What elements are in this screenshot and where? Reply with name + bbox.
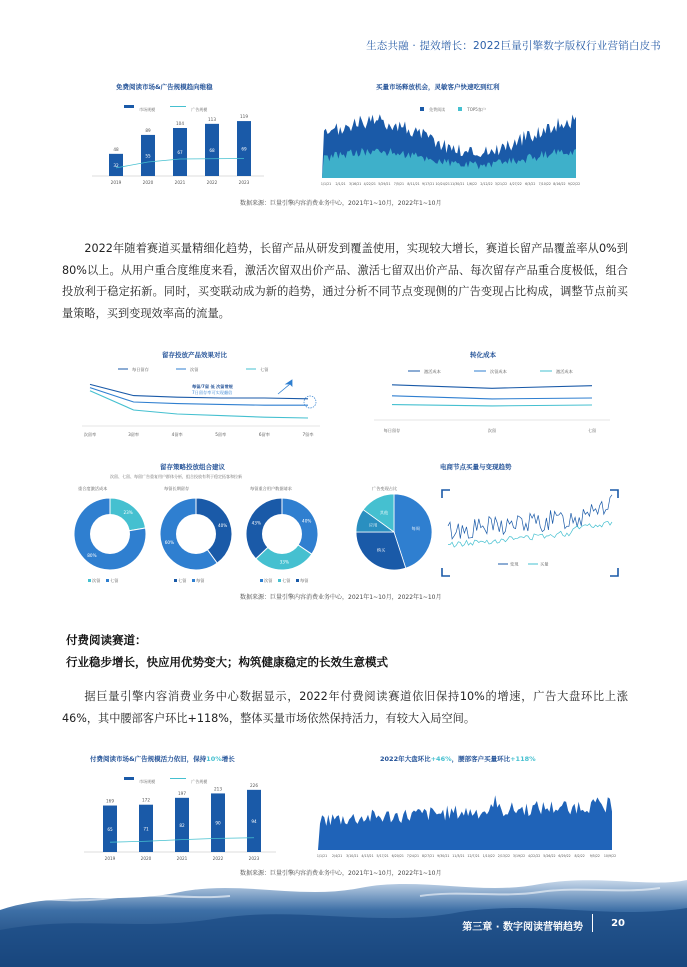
x-tick-label: 7/5/21 [393, 182, 405, 186]
donut-hole [262, 514, 302, 554]
frame-corner [610, 568, 618, 576]
legend-swatch [174, 579, 177, 582]
paragraph-2 [62, 686, 628, 729]
x-tick-label: 2020 [140, 856, 152, 861]
x-tick-label: 10/24/21 [435, 182, 450, 186]
x-tick-label: 7/10/22 [538, 182, 551, 186]
x-tick-label: 6/3/22 [525, 182, 536, 186]
area-series-1 [318, 795, 612, 850]
chart2-svg [320, 100, 581, 190]
donut-label: 每留长期留存 [164, 486, 190, 491]
legend-label: 次留 [92, 578, 101, 583]
x-tick-label: 6/29/22 [558, 854, 571, 858]
x-tick-label: 1/1/21 [320, 182, 332, 186]
x-tick-label: 5/26/22 [543, 854, 556, 858]
x-tick-label: 2/1/21 [335, 182, 346, 186]
page-header-title: 生态共融 · 提效增长：2022巨量引擎数字版权行业营销白皮书 [366, 40, 661, 52]
chart6-title: 电商节点买量与变现趋势 [440, 463, 512, 471]
section-title-1: 付费阅读赛道： [66, 633, 147, 647]
x-tick-label: 1/1/21 [316, 854, 328, 858]
donut-label: 每留重合用户数据请求 [250, 486, 292, 491]
chart7-title [90, 754, 235, 763]
x-tick-label: 8/11/21 [407, 182, 420, 186]
x-tick-label: 2021 [176, 856, 188, 861]
bar-value-label: 169 [106, 798, 114, 804]
legend-label: 次留 [264, 578, 273, 583]
series-line [392, 396, 592, 399]
series2-value-label: 65 [107, 826, 113, 832]
footer-chapter: 第三章 · 数字阅读营销趋势 [462, 922, 583, 933]
x-tick-label: 2/13/22 [497, 854, 511, 858]
footer-ocean-waves [0, 870, 687, 967]
x-tick-label: 次留率 [83, 432, 97, 437]
x-tick-label: 次留 [487, 428, 497, 433]
legend-label: 激活成本 [424, 369, 441, 374]
series2-value-label: 94 [251, 818, 257, 824]
chart8-title-highlight: +46% [430, 755, 452, 763]
series2-value-label: 67 [177, 150, 183, 155]
x-tick-label: 5/17/21 [376, 854, 389, 858]
series2-value-label: 32 [113, 162, 119, 168]
chart1-title: 免费阅读市场&广告规模趋向维稳 [116, 83, 213, 91]
highlight-circle [304, 396, 316, 408]
donut-value-label: 40% [217, 522, 228, 528]
series2-value-label: 69 [241, 146, 247, 152]
paragraph-text: 2022年随着赛道买量精细化趋势，长留产品从研发到覆盖使用，实现较大增长，赛道长留产品覆盖率从0%到80%以上。从用户重合度维度来看，激活次留双出价产品、激活七留双出价产品、每次留存产品重合度极低，组合投放利于稳定拓新。同时，买变联动成为新的趋势，通过分析不同节点变现侧的广告变现占比构成，调整节点前买量策略，买到变现效率高的流量。 [62, 242, 628, 320]
pie-value-label: 应用 [368, 522, 378, 528]
bar-value-label: 213 [214, 786, 222, 792]
frame-corner [442, 490, 450, 498]
chart5-subtitle: 次留、七留、每留广告重复用户群体分析，组合投放有利于稳定拓客和拉新 [110, 474, 242, 479]
chart7-title-text: 付费阅读市场&广告规模活力依旧，保持 [90, 755, 207, 763]
pie-value-label: 每周 [411, 526, 420, 532]
x-tick-label: 4/22/22 [528, 854, 541, 858]
x-tick-label: 2019 [104, 856, 116, 861]
series-line [392, 385, 592, 389]
legend-label: 广告规模 [191, 779, 208, 784]
chart8-title-text: 2022年大盘环比 [380, 755, 431, 763]
x-tick-label: 8/16/22 [553, 182, 566, 186]
x-tick-label: 2023 [248, 856, 260, 861]
chart5-svg [66, 482, 328, 586]
x-tick-label: 2019 [110, 180, 122, 185]
series-line [448, 522, 612, 548]
pie-value-label: 购买 [376, 547, 386, 553]
series2-value-label: 55 [145, 153, 151, 159]
x-tick-label: 8/27/21 [421, 854, 435, 858]
legend-swatch [106, 579, 109, 582]
x-tick-label: 5/29/21 [378, 182, 391, 186]
legend-label: 七留 [282, 578, 291, 583]
x-tick-label: 3/19/22 [512, 854, 526, 858]
legend-label: 七留 [260, 367, 269, 372]
x-tick-label: 2023 [238, 180, 250, 185]
series2-value-label: 90 [215, 820, 221, 826]
x-tick-label: 每日留存 [383, 428, 401, 433]
x-tick-label: 9/5/22 [589, 854, 600, 858]
bar-value-label: 226 [250, 782, 258, 788]
chart7-title-text: 增长 [221, 755, 235, 763]
legend-label: 七留 [178, 578, 187, 583]
source-note: 数据来源：巨量引擎内容消费业务中心，2021年1~10月，2022年1~10月 [240, 200, 442, 207]
chart8-title-text: ，腰部客户买量环比 [451, 755, 511, 763]
series-line [392, 405, 592, 406]
donut-value-label: 23% [123, 510, 133, 516]
chart1-svg [88, 104, 268, 188]
series2-value-label: 71 [143, 826, 149, 832]
donut-value-label: 80% [87, 552, 97, 558]
legend-label: 每日留存 [132, 367, 149, 372]
series-line [448, 495, 612, 539]
frame-corner [610, 490, 618, 498]
series2-value-label: 68 [209, 147, 215, 153]
chart4-svg [372, 362, 612, 440]
x-tick-label: 9/22/22 [567, 182, 581, 186]
pie-label: 广告变现占比 [372, 486, 398, 491]
bar-value-label: 48 [113, 146, 119, 152]
series2-value-label: 82 [179, 822, 185, 828]
x-tick-label: 2020 [142, 180, 154, 185]
legend-label: 变现 [510, 561, 519, 567]
x-tick-label: 6留率 [258, 432, 270, 437]
legend-label: 买量 [540, 561, 549, 567]
legend-label: 市场规模 [139, 779, 156, 784]
chart6-svg [350, 482, 626, 586]
legend-swatch [192, 579, 195, 582]
x-tick-label: 11/30/21 [450, 182, 465, 186]
source-note: 数据来源：巨量引擎内容消费业务中心，2021年1~10月，2022年1~10月 [240, 594, 442, 601]
chart7-svg [80, 774, 280, 864]
x-tick-label: 4/22/21 [363, 182, 376, 186]
legend-label: 次留成本 [490, 369, 507, 374]
x-tick-label: 2022 [212, 856, 224, 861]
legend-label: 市场规模 [139, 107, 156, 112]
legend-swatch [296, 579, 299, 582]
legend-label: 七留 [110, 578, 119, 583]
donut-value-label: 40% [302, 518, 312, 524]
x-tick-label: 2/4/21 [332, 854, 343, 858]
donut-value-label: 60% [164, 540, 175, 546]
x-tick-label: 5留率 [215, 432, 227, 437]
donut-hole [176, 514, 216, 554]
bar-value-label: 119 [240, 114, 248, 120]
chart7-title-highlight: 10% [206, 755, 222, 763]
bar-value-label: 113 [208, 116, 216, 122]
chart8-svg [316, 770, 617, 862]
donut-hole [90, 514, 130, 554]
donut-value-label: 33% [279, 559, 289, 565]
annotation-line-1: 每留/7留 低 次留常规 [192, 384, 233, 389]
x-tick-label: 8/2/22 [574, 854, 585, 858]
source-note: 数据来源：巨量引擎内容消费业务中心，2021年1~10月，2022年1~10月 [240, 870, 442, 877]
chart8-title [380, 754, 536, 763]
donut-label: 重合度激活成本 [78, 486, 108, 491]
x-tick-label: 11/3/21 [452, 854, 465, 858]
x-tick-label: 9/17/21 [421, 182, 435, 186]
legend-label: 次留 [190, 367, 199, 372]
legend-label: 广告规模 [191, 107, 208, 112]
x-tick-label: 10/9/22 [603, 854, 617, 858]
x-tick-label: 9/30/21 [437, 854, 450, 858]
x-tick-label: 3/21/22 [494, 182, 508, 186]
x-tick-label: 4/13/21 [361, 854, 374, 858]
bar-value-label: 197 [178, 790, 186, 796]
chart5-title: 留存策略投放组合建议 [160, 463, 225, 471]
x-tick-label: 7/24/21 [406, 854, 420, 858]
paragraph-1 [62, 238, 628, 324]
legend-label: 激活成本 [556, 369, 573, 374]
chart3-svg [80, 358, 324, 440]
x-tick-label: 7留率 [302, 432, 314, 437]
x-tick-label: 3/16/21 [349, 182, 362, 186]
x-tick-label: 6/20/21 [391, 854, 404, 858]
section-title-2: 行业稳步增长，快应用优势变大；构筑健康稳定的长效生意模式 [66, 655, 388, 669]
chart3-title: 留存投放产品效果对比 [162, 351, 227, 359]
footer-divider [592, 914, 593, 932]
x-tick-label: 12/7/21 [467, 854, 480, 858]
legend-label: 每留 [196, 578, 205, 583]
x-tick-label: 2/12/22 [480, 182, 493, 186]
legend-label: 每留 [300, 578, 309, 583]
bar-value-label: 89 [145, 127, 151, 133]
x-tick-label: 1/10/22 [482, 854, 495, 858]
legend-swatch [278, 579, 281, 582]
bar-value-label: 104 [176, 121, 184, 126]
annotation-line-2: 7日留存率可实现翻倍 [192, 390, 233, 395]
chart2-title: 买量市场释放机会，灵敏客户快速吃到红利 [376, 83, 500, 91]
chart8-title-highlight: +118% [510, 755, 536, 763]
x-tick-label: 4留率 [171, 432, 183, 437]
bar-value-label: 172 [142, 797, 150, 803]
x-tick-label: 3/10/21 [346, 854, 359, 858]
footer-page-number: 20 [611, 918, 625, 929]
x-tick-label: 3留率 [128, 432, 140, 437]
legend-label: 免费阅读 [429, 107, 446, 112]
legend-label: TOP5客户 [467, 107, 486, 112]
x-tick-label: 2021 [174, 180, 186, 185]
legend-swatch [260, 579, 263, 582]
frame-corner [442, 568, 450, 576]
chart4-title: 转化成本 [470, 351, 496, 359]
legend-swatch [88, 579, 91, 582]
x-tick-label: 4/27/22 [509, 182, 522, 186]
x-tick-label: 七留 [587, 428, 597, 433]
x-tick-label: 1/6/22 [466, 182, 478, 186]
paragraph-text: 据巨量引擎内容消费业务中心数据显示，2022年付费阅读赛道依旧保持10%的增速，广告大盘环比上涨46%，其中腰部客户环比+118%，整体买量市场依然保持活力，有较大入局空间。 [62, 690, 628, 725]
pie-value-label: 其他 [379, 509, 389, 515]
trend-arrow-icon [278, 380, 292, 394]
donut-value-label: 43% [251, 520, 261, 526]
x-tick-label: 2022 [206, 180, 218, 185]
